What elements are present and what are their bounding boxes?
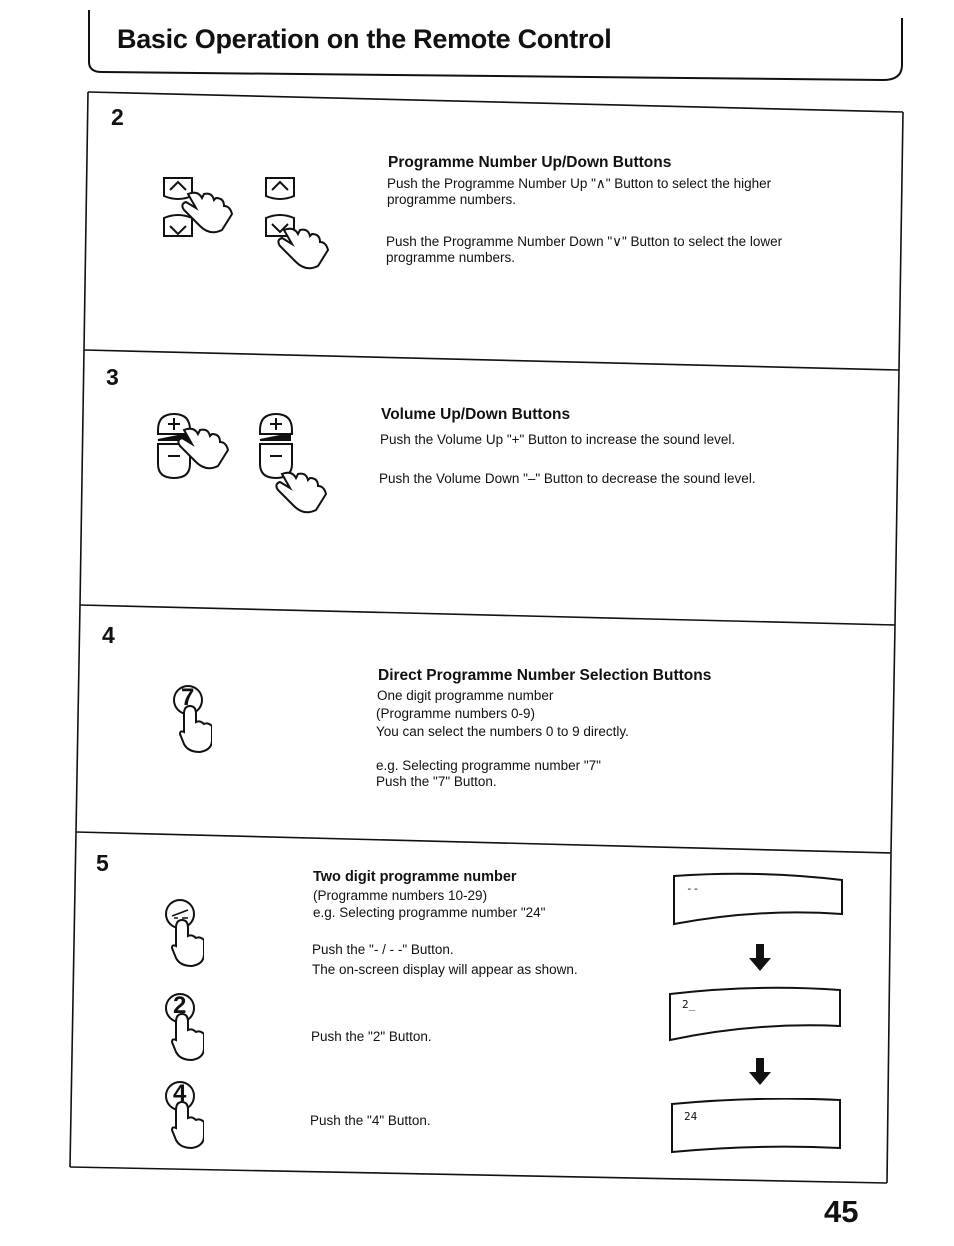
section-2-line-3: Push the Programme Number Down "∨" Button to select the lower: [386, 234, 783, 249]
section-5-line-3: Push the "- / - -" Button.: [312, 942, 454, 957]
button-4-icon: [164, 1080, 204, 1150]
section-3-line-2: Push the Volume Down "–" Button to decrease the sound level.: [379, 471, 756, 486]
section-2-line-1: Push the Programme Number Up "∧" Button to select the higher: [387, 176, 772, 191]
section-4-line-5: Push the "7" Button.: [376, 774, 497, 789]
button-2-label: 2: [173, 992, 187, 1019]
step-number-5: 5: [96, 850, 109, 876]
button-7-label: 7: [181, 684, 195, 711]
osd-display-1-text: --: [686, 882, 700, 895]
step-number-2: 2: [111, 104, 124, 130]
down-arrow-icon: [748, 944, 772, 972]
section-5-line-2: e.g. Selecting programme number "24": [313, 905, 546, 920]
button-2-icon: [164, 992, 204, 1062]
section-2-heading: Programme Number Up/Down Buttons: [388, 154, 672, 171]
section-5-heading: Two digit programme number: [313, 869, 517, 885]
section-5-line-6: Push the "4" Button.: [310, 1113, 431, 1128]
section-5-line-5: Push the "2" Button.: [311, 1029, 432, 1044]
section-4-heading: Direct Programme Number Selection Buttons: [378, 667, 712, 684]
section-3-heading: Volume Up/Down Buttons: [381, 406, 571, 423]
page-title: Basic Operation on the Remote Control: [117, 24, 612, 54]
osd-display-1: [672, 872, 848, 932]
step-number-4: 4: [102, 622, 115, 648]
osd-display-2-text: 2_: [682, 998, 696, 1011]
osd-display-2: [668, 986, 844, 1046]
section-5-line-1: (Programme numbers 10-29): [313, 888, 488, 903]
button-7-icon: [172, 684, 212, 754]
button-4-label: 4: [173, 1080, 187, 1107]
section-4-line-1: One digit programme number: [377, 688, 554, 703]
section-4-line-3: You can select the numbers 0 to 9 directly.: [376, 724, 629, 739]
section-4-line-4: e.g. Selecting programme number "7": [376, 758, 601, 773]
osd-display-3-text: 24: [684, 1110, 698, 1123]
dash-button-icon: [164, 898, 204, 968]
section-4-line-2: (Programme numbers 0-9): [376, 706, 536, 721]
programme-up-down-buttons-icon: [158, 172, 348, 272]
section-2-line-4: programme numbers.: [386, 250, 516, 265]
osd-display-3: [670, 1098, 846, 1158]
section-2-line-2: programme numbers.: [387, 192, 517, 207]
page-number: 45: [824, 1194, 859, 1229]
section-3-line-1: Push the Volume Up "+" Button to increase the sound level.: [380, 432, 736, 447]
volume-up-down-buttons-icon: [154, 410, 344, 520]
section-5-line-4: The on-screen display will appear as shown.: [312, 962, 578, 977]
down-arrow-icon: [748, 1058, 772, 1086]
step-number-3: 3: [106, 364, 119, 390]
